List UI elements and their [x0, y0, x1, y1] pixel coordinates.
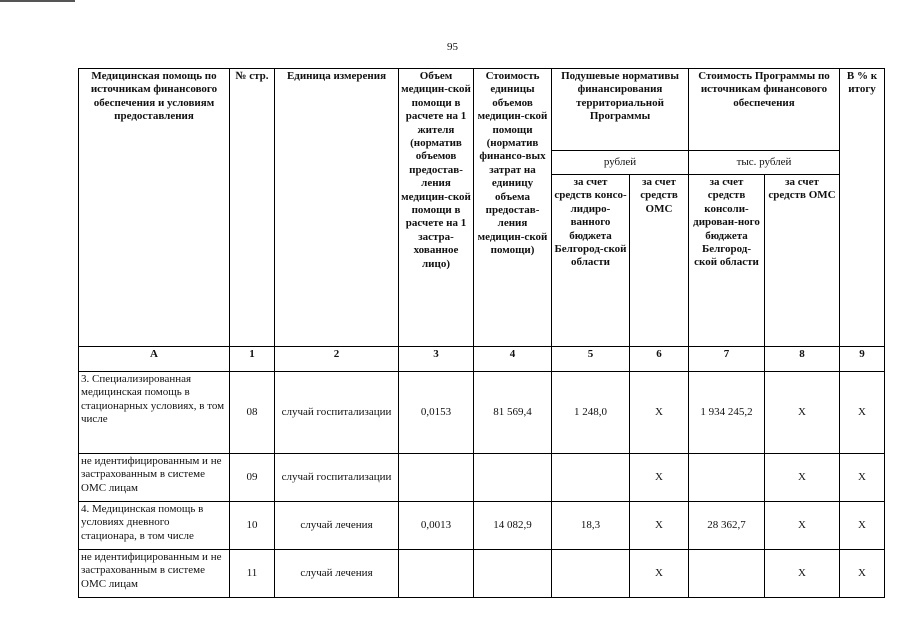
- column-number: 2: [275, 347, 399, 372]
- header-row-1: [79, 69, 885, 151]
- table-row: [79, 502, 885, 550]
- row-per-capita-budget: [552, 454, 630, 502]
- header-group-per-capita: Подушевые нормативы финансирования территориальной Программы: [552, 69, 689, 151]
- row-cost-oms: Х: [765, 550, 840, 598]
- column-number: 9: [840, 347, 885, 372]
- row-per-capita-budget: [552, 550, 630, 598]
- row-unit-cost: 14 082,9: [474, 502, 552, 550]
- row-cost-budget: [689, 550, 765, 598]
- row-line-number: 09: [230, 454, 275, 502]
- page-number: 95: [447, 41, 458, 53]
- row-label: 4. Медицинская помощь в условиях дневного стационара, в том числе: [79, 502, 230, 550]
- row-line-number: 08: [230, 372, 275, 454]
- column-number: 6: [630, 347, 689, 372]
- header-col-9: В % к итогу: [840, 69, 885, 347]
- row-volume: [399, 550, 474, 598]
- row-line-number: 11: [230, 550, 275, 598]
- header-unit-rub: рублей: [552, 151, 689, 175]
- row-volume: 0,0013: [399, 502, 474, 550]
- row-cost-budget: 1 934 245,2: [689, 372, 765, 454]
- row-unit: случай госпитализации: [275, 454, 399, 502]
- header-col-3: Объем медицин-ской помощи в расчете на 1 жителя (норматив объемов предостав-ления медицин-ской помощи в расчете на 1 застра-хованное лицо): [399, 69, 474, 347]
- row-percent: Х: [840, 550, 885, 598]
- row-line-number: 10: [230, 502, 275, 550]
- column-number: 3: [399, 347, 474, 372]
- row-per-capita-oms: Х: [630, 502, 689, 550]
- header-col-1: № стр.: [230, 69, 275, 347]
- row-percent: Х: [840, 502, 885, 550]
- column-number: 5: [552, 347, 630, 372]
- scan-edge-mark: [0, 0, 75, 2]
- header-col-5: за счет средств консо-лидиро-ванного бюджета Белгород-ской области: [552, 175, 630, 347]
- column-number: 8: [765, 347, 840, 372]
- row-cost-oms: Х: [765, 372, 840, 454]
- row-volume: 0,0153: [399, 372, 474, 454]
- row-label: не идентифицированным и не застрахованным в системе ОМС лицам: [79, 454, 230, 502]
- column-number: 4: [474, 347, 552, 372]
- column-number: 7: [689, 347, 765, 372]
- row-per-capita-oms: Х: [630, 454, 689, 502]
- row-per-capita-budget: 1 248,0: [552, 372, 630, 454]
- row-percent: Х: [840, 454, 885, 502]
- row-per-capita-oms: Х: [630, 550, 689, 598]
- row-unit-cost: 81 569,4: [474, 372, 552, 454]
- row-unit: случай госпитализации: [275, 372, 399, 454]
- row-per-capita-oms: Х: [630, 372, 689, 454]
- header-col-8: за счет средств ОМС: [765, 175, 840, 347]
- header-col-a: Медицинская помощь по источникам финансового обеспечения и условиям предоставления: [79, 69, 230, 347]
- column-number-row: [79, 347, 885, 372]
- header-group-cost: Стоимость Программы по источникам финансового обеспечения: [689, 69, 840, 151]
- row-cost-budget: 28 362,7: [689, 502, 765, 550]
- row-cost-oms: Х: [765, 502, 840, 550]
- row-label: 3. Специализированная медицинская помощь в стационарных условиях, в том числе: [79, 372, 230, 454]
- financing-table: [78, 68, 885, 598]
- row-cost-budget: [689, 454, 765, 502]
- header-col-4: Стоимость единицы объемов медицин-ской помощи (норматив финансо-вых затрат на единицу объема предостав-ления медицин-ской помощи): [474, 69, 552, 347]
- column-number: 1: [230, 347, 275, 372]
- row-percent: Х: [840, 372, 885, 454]
- row-label: не идентифицированным и не застрахованным в системе ОМС лицам: [79, 550, 230, 598]
- row-unit-cost: [474, 550, 552, 598]
- row-unit-cost: [474, 454, 552, 502]
- row-cost-oms: Х: [765, 454, 840, 502]
- header-col-2: Единица измерения: [275, 69, 399, 347]
- row-unit: случай лечения: [275, 502, 399, 550]
- table-row: [79, 372, 885, 454]
- table-row: [79, 454, 885, 502]
- row-per-capita-budget: 18,3: [552, 502, 630, 550]
- row-volume: [399, 454, 474, 502]
- header-col-6: за счет средств ОМС: [630, 175, 689, 347]
- row-unit: случай лечения: [275, 550, 399, 598]
- table-row: [79, 550, 885, 598]
- header-col-7: за счет средств консоли-дирован-ного бюджета Белгород-ской области: [689, 175, 765, 347]
- column-number: А: [79, 347, 230, 372]
- header-unit-thousand-rub: тыс. рублей: [689, 151, 840, 175]
